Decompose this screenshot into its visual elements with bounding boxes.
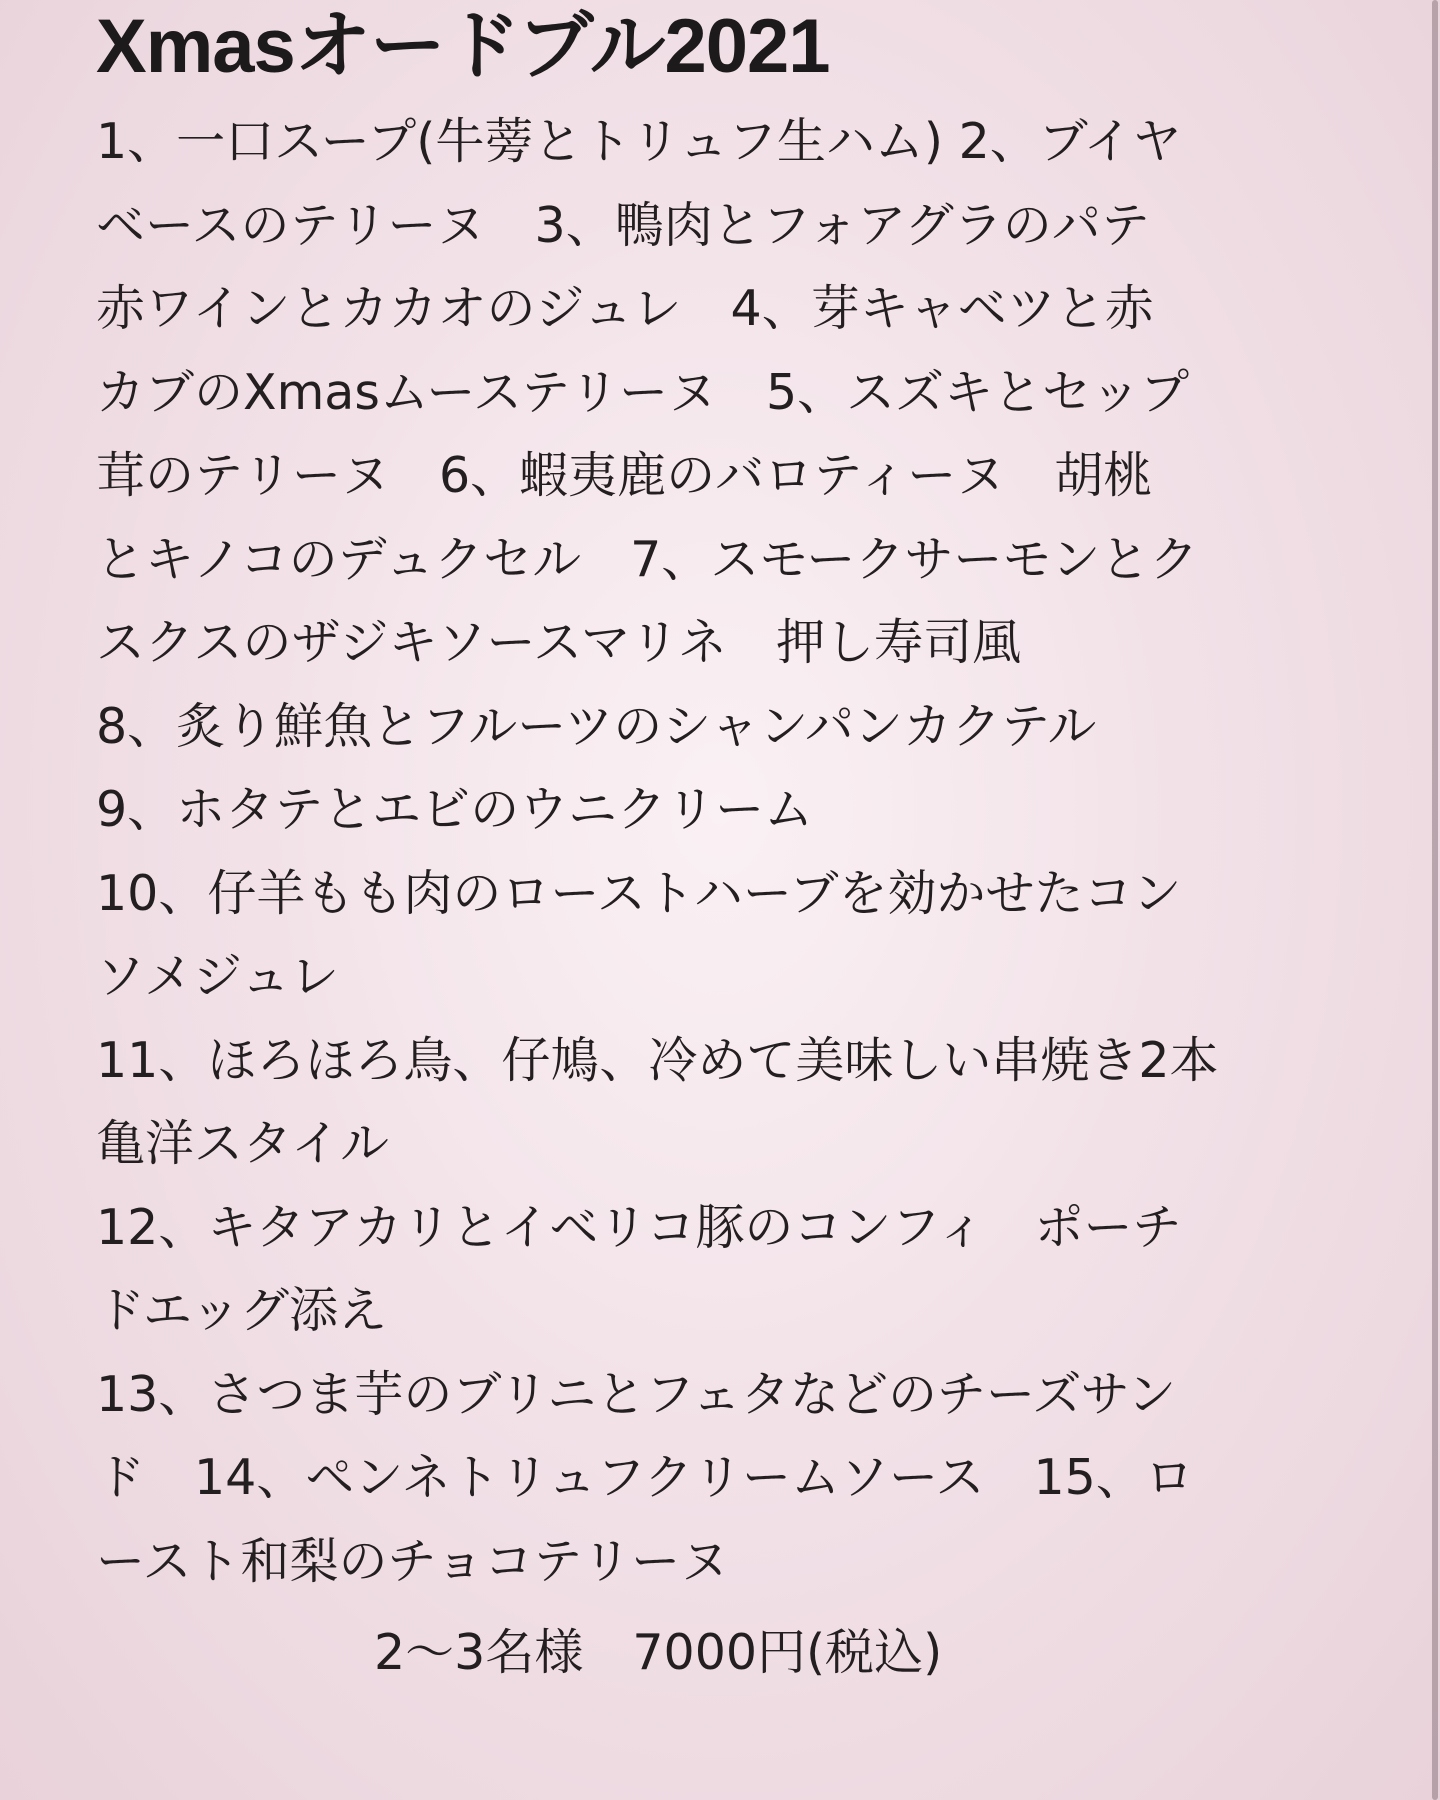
- menu-line: ドエッグ添え: [96, 1282, 388, 1339]
- menu-line: 12、キタアカリとイベリコ豚のコンフィ ポーチ: [96, 1198, 1182, 1256]
- menu-line: 9、ホタテとエビのウニクリーム: [96, 781, 814, 838]
- menu-line: スクスのザジキソースマリネ 押し寿司風: [96, 614, 1022, 671]
- note-content[interactable]: [96, 0, 1356, 1695]
- menu-line: 10、仔羊もも肉のローストハーブを効かせたコン: [96, 864, 1182, 922]
- menu-line: とキノコのデュクセル 7、スモークサーモンとク: [96, 530, 1199, 588]
- menu-line: ド 14、ペンネトリュフクリームソース 15、ロ: [96, 1449, 1194, 1506]
- menu-line: ソメジュレ: [96, 948, 340, 1005]
- menu-list: [96, 100, 1356, 1603]
- menu-line: 8、炙り鮮魚とフルーツのシャンパンカクテル: [96, 697, 1097, 755]
- menu-line: 亀洋スタイル: [96, 1115, 390, 1172]
- scrollbar-thumb[interactable]: [1432, 0, 1438, 1800]
- menu-line: 1、一口スープ(牛蒡とトリュフ生ハム) 2、ブイヤ: [96, 113, 1182, 170]
- menu-line: カブのXmasムーステリーヌ 5、スズキとセップ: [96, 363, 1190, 421]
- menu-line: 茸のテリーヌ 6、蝦夷鹿のバロティーヌ 胡桃: [96, 447, 1153, 504]
- menu-line: 13、さつま芋のブリニとフェタなどのチーズサン: [96, 1365, 1177, 1423]
- menu-line: ースト和梨のチョコテリーヌ: [96, 1532, 730, 1590]
- note-title: Xmasオードブル2021: [96, 4, 830, 89]
- price-line: 2〜3名様 7000円(税込): [374, 1624, 943, 1681]
- menu-line: 赤ワインとカカオのジュレ 4、芽キャベツと赤: [96, 280, 1154, 337]
- menu-line: ベースのテリーヌ 3、鴨肉とフォアグラのパテ: [96, 196, 1150, 254]
- menu-line: 11、ほろほろ鳥、仔鳩、冷めて美味しい串焼き2本: [96, 1031, 1219, 1089]
- scrollbar[interactable]: [1428, 0, 1440, 1800]
